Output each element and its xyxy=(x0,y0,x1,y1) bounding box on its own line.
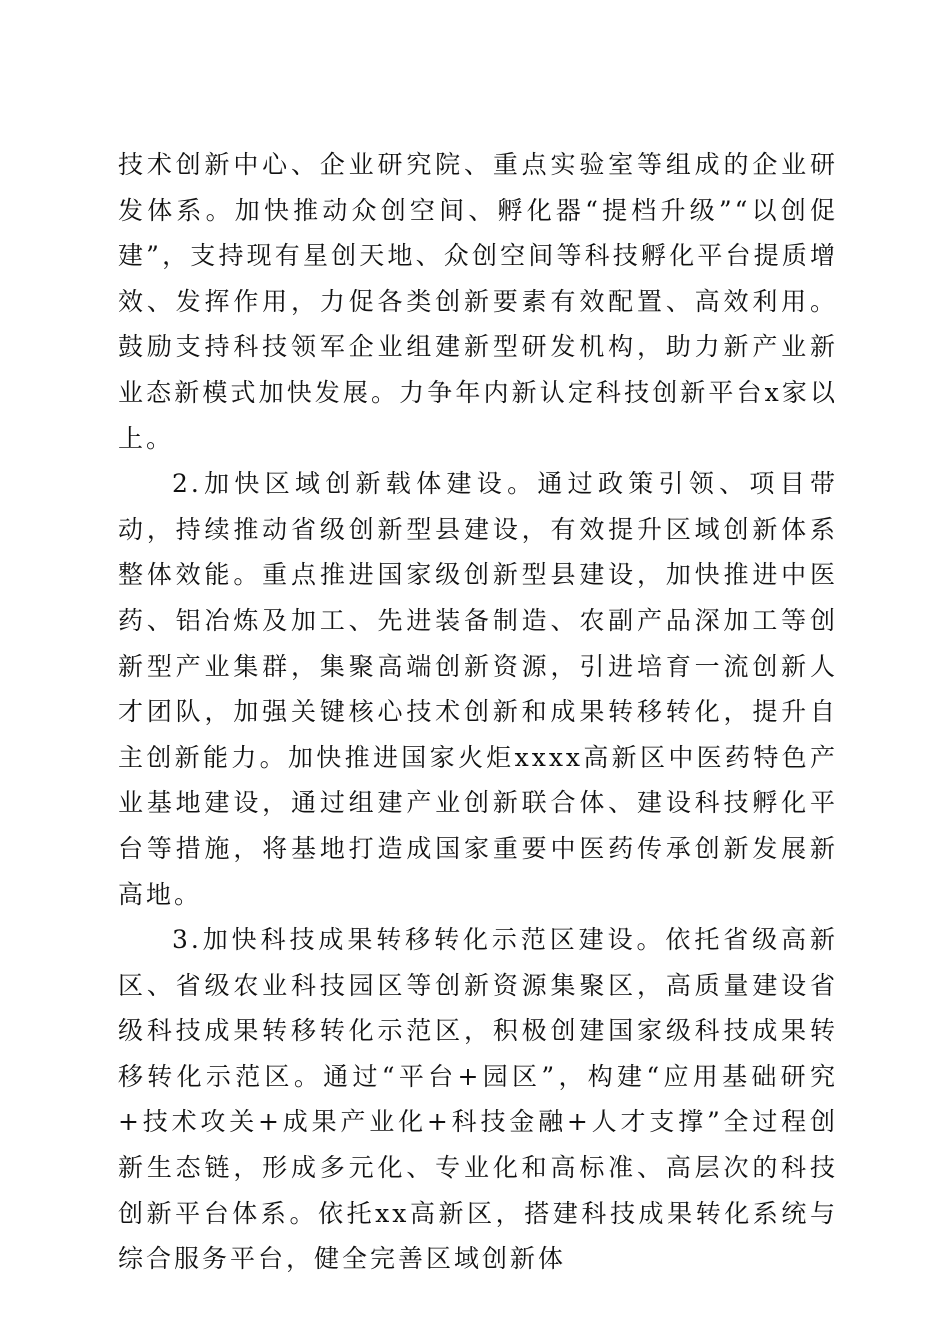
paragraph-continuation: 技术创新中心、企业研究院、重点实验室等组成的企业研发体系。加快推动众创空间、孵化器“提档升级”“以创促建”，支持现有星创天地、众创空间等科技孵化平台提质增效、发挥作用，力促各类创新要素有效配置、高效利用。鼓励支持科技领军企业组建新型研发机构，助力新产业新业态新模式加快发展。力争年内新认定科技创新平台x家以上。 xyxy=(118,150,838,453)
document-body xyxy=(118,142,838,1282)
paragraph-item-2: 2.加快区域创新载体建设。通过政策引领、项目带动，持续推动省级创新型县建设，有效提升区域创新体系整体效能。重点推进国家级创新型县建设，加快推进中医药、铝冶炼及加工、先进装备制造、农副产品深加工等创新型产业集群，集聚高端创新资源，引进培育一流创新人才团队，加强关键核心技术创新和成果转移转化，提升自主创新能力。加快推进国家火炬xxxx高新区中医药特色产业基地建设，通过组建产业创新联合体、建设科技孵化平台等措施，将基地打造成国家重要中医药传承创新发展新高地。 xyxy=(118,469,838,909)
paragraph-item-3: 3.加快科技成果转移转化示范区建设。依托省级高新区、省级农业科技园区等创新资源集聚区，高质量建设省级科技成果转移转化示范区，积极创建国家级科技成果转移转化示范区。通过“平台+园区”，构建“应用基础研究+技术攻关+成果产业化+科技金融+人才支撑”全过程创新生态链，形成多元化、专业化和高标准、高层次的科技创新平台体系。依托xx高新区，搭建科技成果转化系统与综合服务平台，健全完善区域创新体 xyxy=(118,925,838,1274)
